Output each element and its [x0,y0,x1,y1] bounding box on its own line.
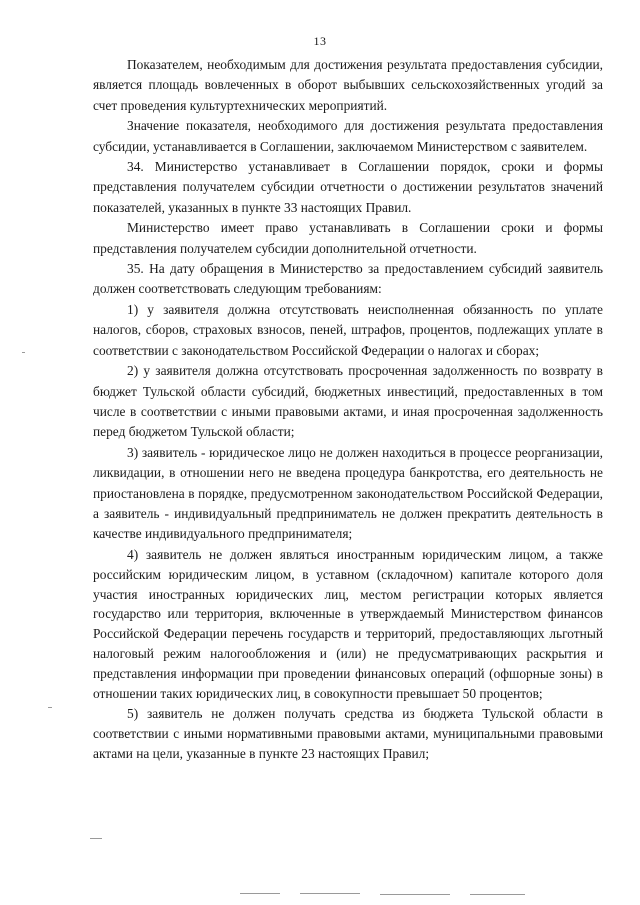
scan-artifact [380,894,450,895]
page-number: 13 [313,34,327,48]
scan-artifact [22,352,25,353]
scan-artifact [300,893,360,894]
scan-artifact [48,707,52,708]
paragraph: 2) у заявителя должна отсутствовать просроченная задолженность по возврату в бюджет Тульской области субсидий, бюджетных инвестиций, предоставленных в том числе в соответствии с иными правовыми актами, и иная просроченная задолженность перед бюджетом Тульской области; [93,363,603,440]
scan-artifact [470,894,525,895]
paragraph: 3) заявитель - юридическое лицо не должен находиться в процессе реорганизации, ликвидации, в отношении него не введена процедура банкротства, его деятельность не приостановлена в порядке, предусмотренном законодательством Российской Федерации, а заявитель - индивидуальный предприниматель не должен прекратить деятельность в качестве индивидуального предпринимателя; [93,444,603,542]
paragraph: 5) заявитель не должен получать средства из бюджета Тульской области в соответствии с иными нормативными правовыми актами, муниципальными правовыми актами на цели, указанные в пункте 23 настоящих Правил; [93,706,603,761]
paragraph: Значение показателя, необходимого для достижения результата предоставления субсидии, устанавливается в Соглашении, заключаемом Министерством с заявителем. [93,118,603,154]
paragraph: Министерство имеет право устанавливать в Соглашении сроки и формы представления получателем субсидии дополнительной отчетности. [93,220,603,256]
paragraph: 1) у заявителя должна отсутствовать неисполненная обязанность по уплате налогов, сборов, страховых взносов, пеней, штрафов, процентов, подлежащих уплате в соответствии с законодательством Российской Федерации о налогах и сборах; [93,301,603,358]
document-body [93,55,603,764]
paragraph: 4) заявитель не должен являться иностранным юридическим лицом, а также российским юридическим лицом, в уставном (складочном) капитале которого доля участия иностранных юридических лиц, местом регистрации которых является государство или территория, включенные в утверждаемый Министерством финансов Российской Федерации перечень государств и территорий, предоставляющих льготный налоговый режим налогообложения и (или) не предусматривающих раскрытия и представления информации при проведении финансовых операций (офшорные зоны) в отношении таких юридических лиц, в совокупности превышает 50 процентов; [93,546,603,702]
paragraph: 34. Министерство устанавливает в Соглашении порядок, сроки и формы представления получателем субсидии отчетности о достижении результатов значений показателей, указанных в пункте 33 настоящих Правил. [93,159,603,215]
scan-artifact [90,838,102,839]
paragraph: 35. На дату обращения в Министерство за предоставлением субсидий заявитель должен соответствовать следующим требованиям: [93,261,603,297]
scan-artifact [240,893,280,894]
paragraph: Показателем, необходимым для достижения результата предоставления субсидии, является площадь вовлеченных в оборот выбывших сельскохозяйственных угодий за счет проведения культуртехнических мероприятий. [93,57,603,113]
